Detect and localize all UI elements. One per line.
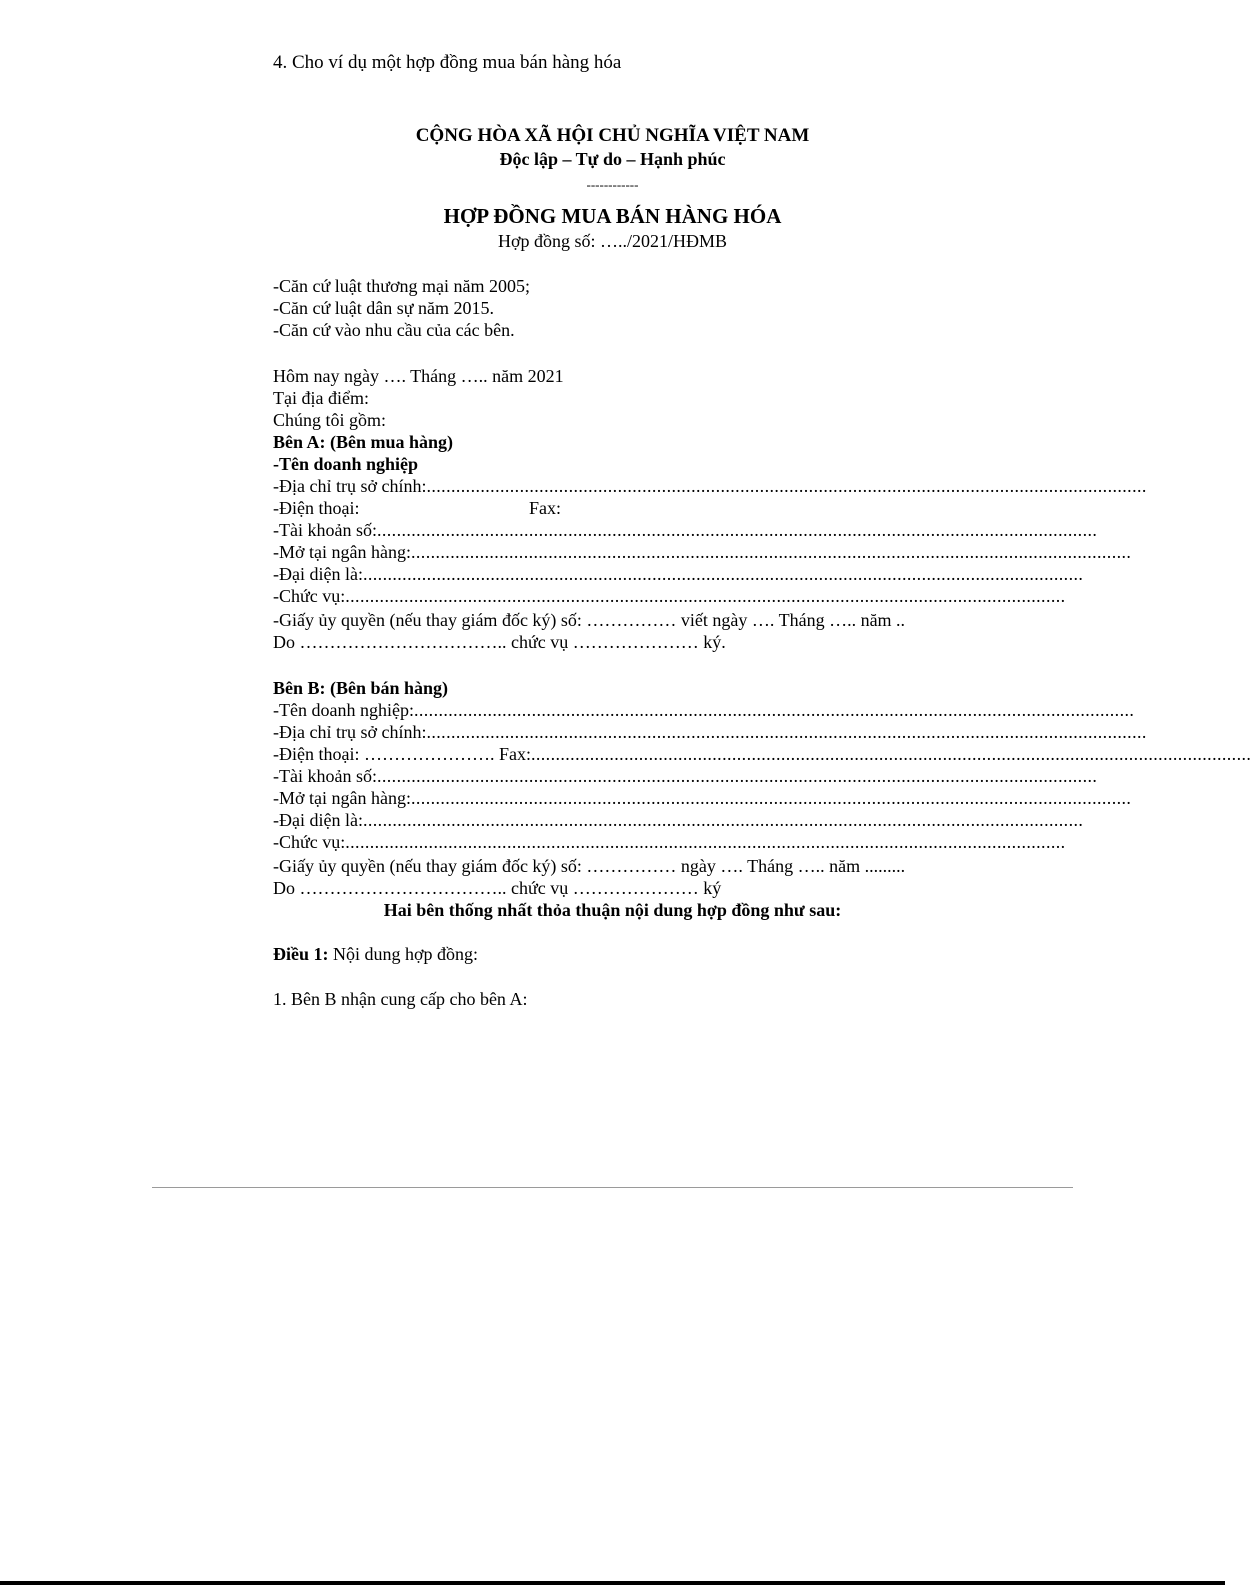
parties-intro: Chúng tôi gồm: [273,410,387,430]
party-b-authorization: -Giấy ủy quyền (nếu thay giám đốc ký) số: …………… ngày …. Tháng ….. năm ......... [273,856,906,876]
dot-leader: ................................................................................................................................................... [411,542,1132,562]
party-b-phone-fax-field [273,743,1251,765]
intro-line: 4. Cho ví dụ một hợp đồng mua bán hàng hóa [273,52,622,73]
party-a-signed-by: Do …………………………….. chức vụ ………………… ký. [273,632,726,652]
dot-leader: ................................................................................................................................................... [362,564,1084,584]
contract-date: Hôm nay ngày …. Tháng ….. năm 2021 [273,366,564,386]
contract-place: Tại địa điểm: [273,388,369,408]
legal-basis-2: -Căn cứ luật dân sự năm 2015. [273,298,494,318]
dot-leader: ................................................................................................................................................... [376,766,1098,786]
party-a-company: -Tên doanh nghiệp [273,454,419,474]
agreement-statement: Hai bên thống nhất thỏa thuận nội dung hợp đồng như sau: [383,900,842,920]
legal-basis-3: -Căn cứ vào nhu cầu của các bên. [273,320,515,340]
party-b-signed-by: Do …………………………….. chức vụ ………………… ký [273,878,722,898]
party-b-company-label: -Tên doanh nghiệp: [273,700,414,720]
party-b-rep-label: -Đại diện là: [273,810,363,830]
party-a-authorization: -Giấy ủy quyền (nếu thay giám đốc ký) số: …………… viết ngày …. Tháng ….. năm .. [273,610,906,630]
party-b-position-label: -Chức vụ: [273,832,346,852]
dot-leader: ................................................................................................................................................... [411,788,1132,808]
article-1-item-1: 1. Bên B nhận cung cấp cho bên A: [273,989,528,1009]
party-a-bank-label: -Mở tại ngân hàng: [273,542,411,562]
header-divider: ------------ [586,177,639,192]
dot-leader: ................................................................................................................................................... [345,586,1066,606]
contract-number: Hợp đồng số: …../2021/HĐMB [497,231,728,251]
party-b-account-field [273,765,1098,787]
contract-title: HỢP ĐỒNG MUA BÁN HÀNG HÓA [443,204,782,228]
motto: Độc lập – Tự do – Hạnh phúc [499,149,726,169]
party-a-address-label: -Địa chỉ trụ sở chính: [273,476,427,496]
party-a-fax-label: Fax: [529,498,562,518]
dot-leader: ................................................................................................................................................... [530,744,1251,764]
party-b-account-label: -Tài khoản số: [273,766,377,786]
page-divider [152,1187,1073,1188]
party-a-position-field [273,585,1066,607]
party-a-account-label: -Tài khoản số: [273,520,377,540]
party-a-phone-label: -Điện thoại: [273,498,360,518]
party-b-heading: Bên B: (Bên bán hàng) [273,678,449,698]
legal-basis-1: -Căn cứ luật thương mại năm 2005; [273,276,530,296]
party-a-bank-field [273,541,1132,563]
party-b-phone-fax-label: -Điện thoại: …………………. Fax: [273,744,531,764]
party-b-rep-field [273,809,1084,831]
party-a-position-label: -Chức vụ: [273,586,346,606]
party-b-position-field [273,831,1066,853]
party-b-bank-field [273,787,1132,809]
party-b-address-label: -Địa chỉ trụ sở chính: [273,722,427,742]
dot-leader: ................................................................................................................................................... [426,722,1147,742]
party-b-company-field [273,699,1135,721]
article-1-text: Nội dung hợp đồng: [328,944,479,964]
dot-leader: ................................................................................................................................................... [413,700,1135,720]
party-a-address-field [273,475,1147,497]
article-1 [273,943,478,965]
dot-leader: ................................................................................................................................................... [345,832,1066,852]
article-1-label: Điều 1: [273,944,329,964]
dot-leader: ................................................................................................................................................... [426,476,1147,496]
dot-leader: ................................................................................................................................................... [376,520,1098,540]
dot-leader: ................................................................................................................................................... [362,810,1084,830]
party-a-account-field [273,519,1098,541]
party-b-address-field [273,721,1147,743]
national-title: CỘNG HÒA XÃ HỘI CHỦ NGHĨA VIỆT NAM [415,125,810,146]
party-a-rep-field [273,563,1084,585]
page-bottom-edge [0,1581,1225,1585]
party-a-heading: Bên A: (Bên mua hàng) [273,432,454,452]
party-b-bank-label: -Mở tại ngân hàng: [273,788,411,808]
party-a-rep-label: -Đại diện là: [273,564,363,584]
